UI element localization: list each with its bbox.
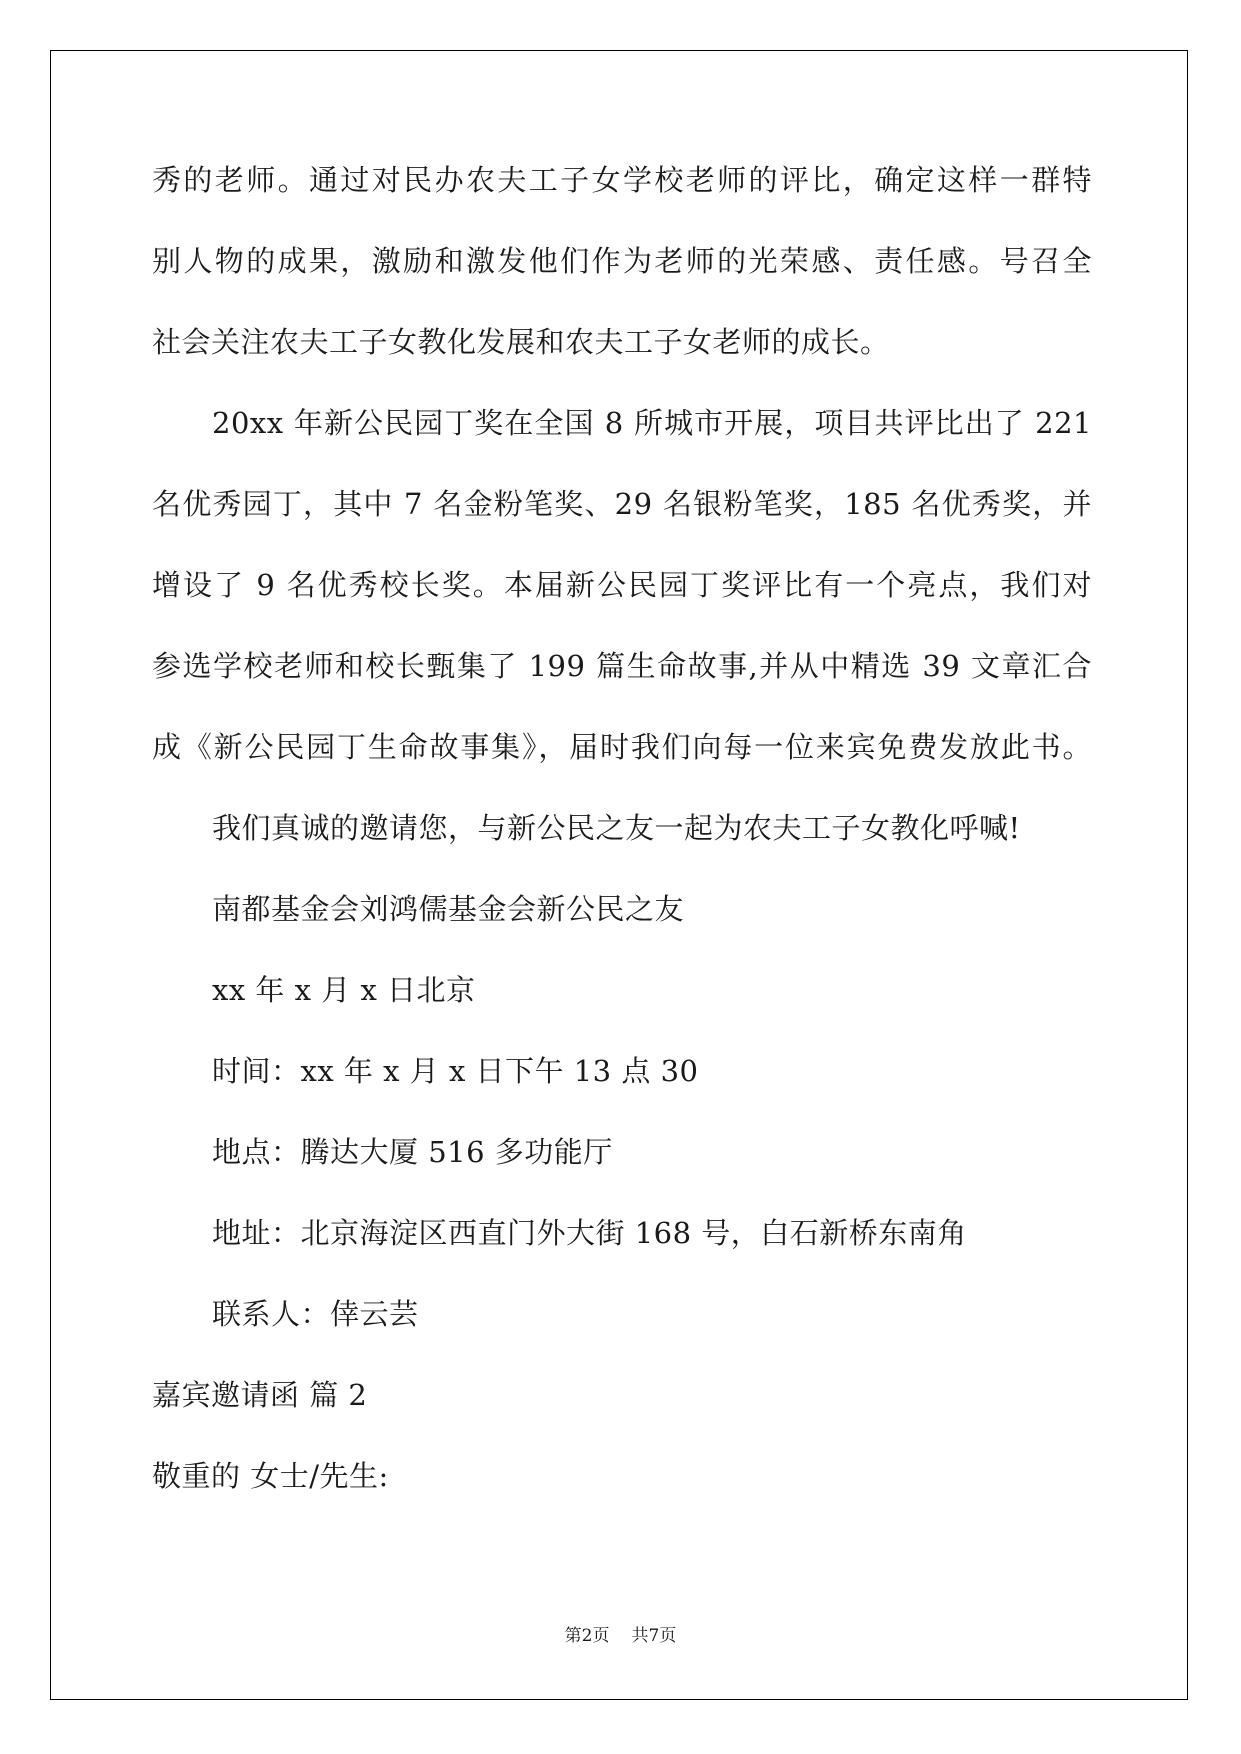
event-contact: 联系人：倖云芸 (212, 1297, 419, 1331)
paragraph-line: 成《新公民园丁生命故事集》，届时我们向每一位来宾免费发放此书。 (152, 730, 1092, 764)
paragraph-line: 秀的老师。通过对民办农夫工子女学校老师的评比，确定这样一群特 (152, 163, 1092, 197)
page-number: 第2页 (564, 1626, 610, 1646)
signature-organizations: 南都基金会刘鸿儒基金会新公民之友 (212, 892, 685, 926)
paragraph-line: 名优秀园丁，其中 7 名金粉笔奖、29 名银粉笔奖，185 名优秀奖，并 (152, 487, 1092, 521)
event-address: 地址：北京海淀区西直门外大街 168 号，白石新桥东南角 (212, 1216, 967, 1250)
invitation-line: 我们真诚的邀请您，与新公民之友一起为农夫工子女教化呼喊! (212, 811, 1021, 845)
signature-date: xx 年 x 月 x 日北京 (212, 973, 476, 1007)
paragraph-line: 社会关注农夫工子女教化发展和农夫工子女老师的成长。 (152, 325, 890, 359)
document-body (152, 163, 1092, 1543)
section-heading: 嘉宾邀请函 篇 2 (152, 1378, 368, 1412)
salutation: 敬重的 女士/先生: (152, 1459, 389, 1493)
page-footer (0, 1626, 1241, 1646)
event-time: 时间：xx 年 x 月 x 日下午 13 点 30 (212, 1054, 699, 1088)
paragraph-line: 20xx 年新公民园丁奖在全国 8 所城市开展，项目共评比出了 221 (212, 406, 1092, 440)
paragraph-line: 别人物的成果，激励和激发他们作为老师的光荣感、责任感。号召全 (152, 244, 1092, 278)
paragraph-line: 参选学校老师和校长甄集了 199 篇生命故事,并从中精选 39 文章汇合 (152, 649, 1092, 683)
event-venue: 地点：腾达大厦 516 多功能厅 (212, 1135, 613, 1169)
page-total: 共7页 (631, 1626, 677, 1646)
paragraph-line: 增设了 9 名优秀校长奖。本届新公民园丁奖评比有一个亮点，我们对 (152, 568, 1092, 602)
